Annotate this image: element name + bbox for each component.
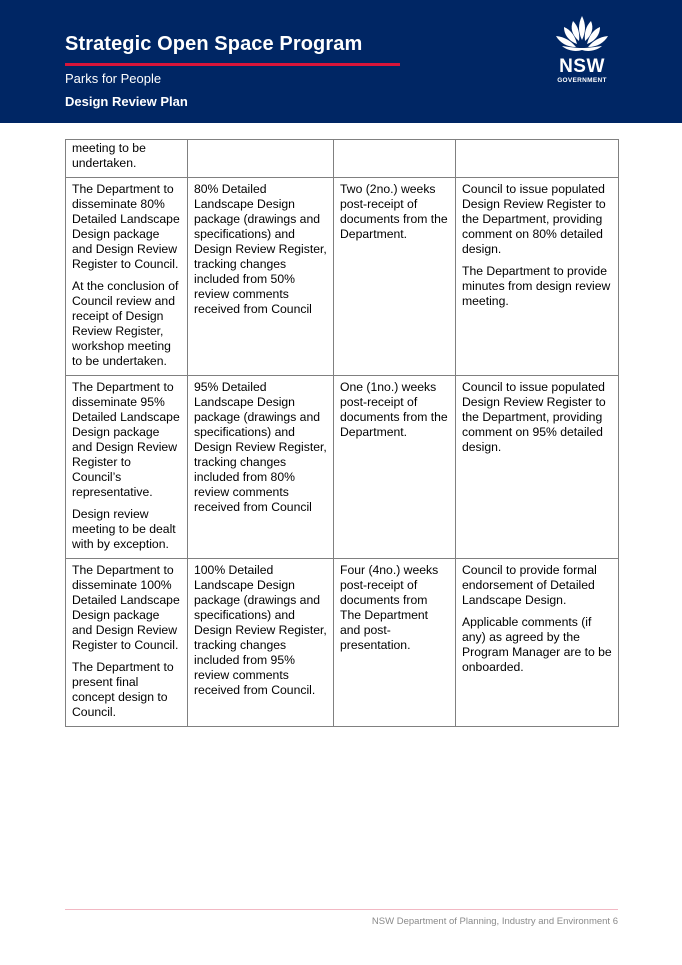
table-cell [66,376,188,559]
table-cell [334,140,456,178]
design-review-table [65,139,619,727]
cell-paragraph: Two (2no.) weeks post-receipt of documents from the Department. [340,182,448,241]
table-cell [334,559,456,727]
table-cell [456,376,619,559]
cell-paragraph: Council to issue populated Design Review Register to the Department, providing comment on 95% detailed design. [462,380,606,454]
design-review-table-body [66,140,619,727]
cell-paragraph: The Department to provide minutes from design review meeting. [462,264,611,308]
cell-paragraph: One (1no.) weeks post-receipt of documents from the Department. [340,380,448,439]
table-cell [456,178,619,376]
table-cell [188,376,334,559]
page-header [0,0,682,123]
footer-divider [65,909,618,910]
table-cell [66,178,188,376]
cell-paragraph: The Department to disseminate 80% Detailed Landscape Design package and Design Review Register to Council. [72,182,180,271]
logo-nsw-text: NSW [559,56,605,77]
cell-paragraph: meeting to be undertaken. [72,141,146,170]
table-cell [456,559,619,727]
program-subtitle: Parks for People [65,71,162,86]
cell-paragraph: At the conclusion of Council review and receipt of Design Review Register, workshop meeting to be undertaken. [72,279,179,368]
table-cell [66,140,188,178]
table-cell [66,559,188,727]
table-cell [188,559,334,727]
cell-paragraph: The Department to present final concept design to Council. [72,660,174,719]
table-row [66,178,619,376]
table-cell [334,178,456,376]
program-title: Strategic Open Space Program [65,33,363,55]
table-row [66,140,619,178]
cell-paragraph: Four (4no.) weeks post-receipt of documents from The Department and post-presentation. [340,563,439,652]
table-cell [456,140,619,178]
document-name: Design Review Plan [65,94,188,109]
cell-paragraph: 80% Detailed Landscape Design package (drawings and specifications) and Design Review Register, tracking changes included from 50% review comments received from Council [194,182,327,316]
table-cell [334,376,456,559]
table-row [66,376,619,559]
table-cell [188,178,334,376]
cell-paragraph: Design review meeting to be dealt with by exception. [72,507,176,551]
logo-government-text: GOVERNMENT [557,77,607,84]
cell-paragraph: 95% Detailed Landscape Design package (drawings and specifications) and Design Review Register, tracking changes included from 80% review comments received from Council [194,380,327,514]
cell-paragraph: The Department to disseminate 95% Detailed Landscape Design package and Design Review Register to Council’s representative. [72,380,180,499]
title-underline [65,63,400,66]
waratah-icon [552,14,612,54]
table-row [66,559,619,727]
nsw-government-logo [546,14,618,88]
cell-paragraph: The Department to disseminate 100% Detailed Landscape Design package and Design Review Register to Council. [72,563,180,652]
cell-paragraph: Council to provide formal endorsement of Detailed Landscape Design. [462,563,597,607]
cell-paragraph: Council to issue populated Design Review Register to the Department, providing comment on 80% detailed design. [462,182,606,256]
footer-text: NSW Department of Planning, Industry and Environment 6 [371,916,618,927]
table-cell [188,140,334,178]
cell-paragraph: Applicable comments (if any) as agreed by the Program Manager are to be onboarded. [462,615,612,674]
cell-paragraph: 100% Detailed Landscape Design package (drawings and specifications) and Design Review Register, tracking changes included from 95% review comments received from Council. [194,563,327,697]
